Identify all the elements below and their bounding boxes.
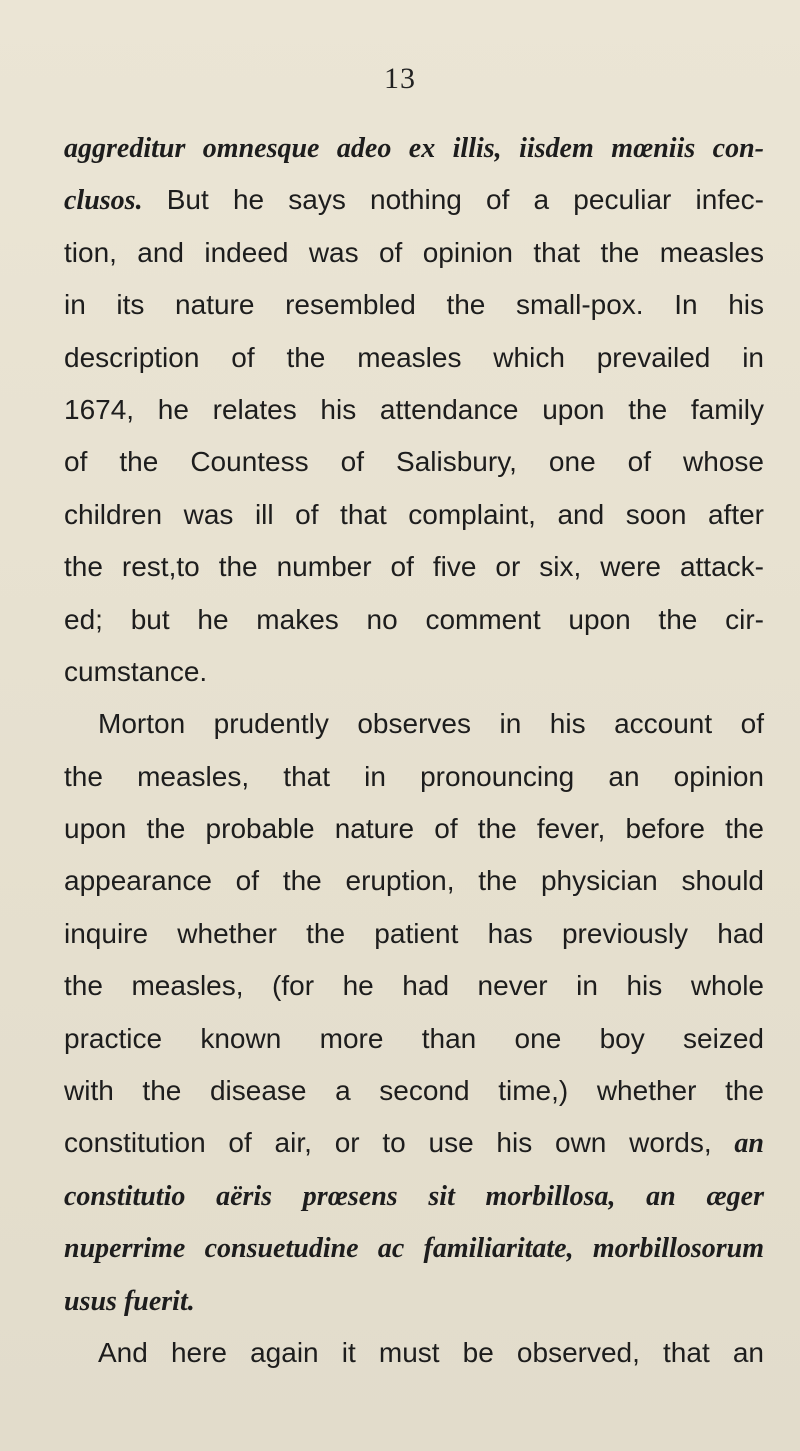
body-text-segment: ed; but he makes no comment upon the cir- [64, 603, 764, 635]
body-text-segment: in its nature resembled the small-pox. In his [64, 289, 764, 321]
text-line [64, 1170, 764, 1222]
body-text-segment: upon the probable nature of the fever, before the [64, 813, 764, 845]
body-text-segment: the rest,to the number of five or six, were attack- [64, 551, 764, 583]
text-line [64, 227, 764, 279]
text-line [64, 279, 764, 331]
body-text-segment: the measles, that in pronouncing an opinion [64, 760, 764, 792]
text-line [64, 174, 764, 226]
text-line [64, 803, 764, 855]
text-line [64, 1065, 764, 1117]
body-text-segment: But he says nothing of a peculiar infec- [142, 184, 764, 216]
body-text-segment: practice known more than one boy seized [64, 1022, 764, 1054]
text-line [64, 1222, 764, 1274]
latin-quote-text: constitutio aëris prœsens sit morbillosa, an æger [64, 1180, 764, 1212]
text-line [64, 122, 764, 174]
body-text-segment: 1674, he relates his attendance upon the family [64, 393, 764, 425]
text-line [64, 1327, 764, 1379]
body-text-segment: cumstance. [64, 655, 208, 687]
text-line [64, 594, 764, 646]
text-line [64, 384, 764, 436]
body-text-segment: with the disease a second time,) whether the [64, 1075, 764, 1107]
text-line [64, 908, 764, 960]
latin-quote-text: aggreditur omnesque adeo ex illis, iisdem mœniis con- [64, 133, 764, 164]
latin-quote-text: nuperrime consuetudine ac familiaritate, morbillosorum [64, 1233, 764, 1265]
body-text-segment: Morton prudently observes in his account of [98, 708, 764, 740]
latin-quote-text: clusos. [64, 185, 143, 217]
text-line [64, 541, 764, 593]
body-text-segment: constitution of air, or to use his own words, [64, 1127, 735, 1159]
text-line [64, 1117, 764, 1169]
latin-quote-text: usus fuerit. [64, 1285, 195, 1317]
body-text-segment: inquire whether the patient has previously had [64, 917, 764, 949]
body-text [64, 122, 764, 1379]
text-line [64, 855, 764, 907]
body-text-segment: the measles, (for he had never in his whole [64, 970, 764, 1002]
text-line [64, 332, 764, 384]
body-text-segment: children was ill of that complaint, and soon after [64, 498, 764, 530]
text-line [64, 646, 764, 698]
text-line [64, 1275, 764, 1327]
body-text-segment: tion, and indeed was of opinion that the measles [64, 236, 764, 268]
text-line [64, 698, 764, 750]
body-text-segment: And here again it must be observed, that an [98, 1336, 764, 1368]
body-text-segment: appearance of the eruption, the physician should [64, 865, 764, 897]
text-line [64, 489, 764, 541]
page-number: 13 [384, 62, 416, 95]
text-line [64, 751, 764, 803]
body-text-segment: of the Countess of Salisbury, one of whose [64, 446, 764, 478]
text-line [64, 960, 764, 1012]
latin-quote-text: an [734, 1128, 764, 1160]
body-text-segment: description of the measles which prevailed in [64, 341, 764, 373]
text-line [64, 1013, 764, 1065]
text-line [64, 436, 764, 488]
